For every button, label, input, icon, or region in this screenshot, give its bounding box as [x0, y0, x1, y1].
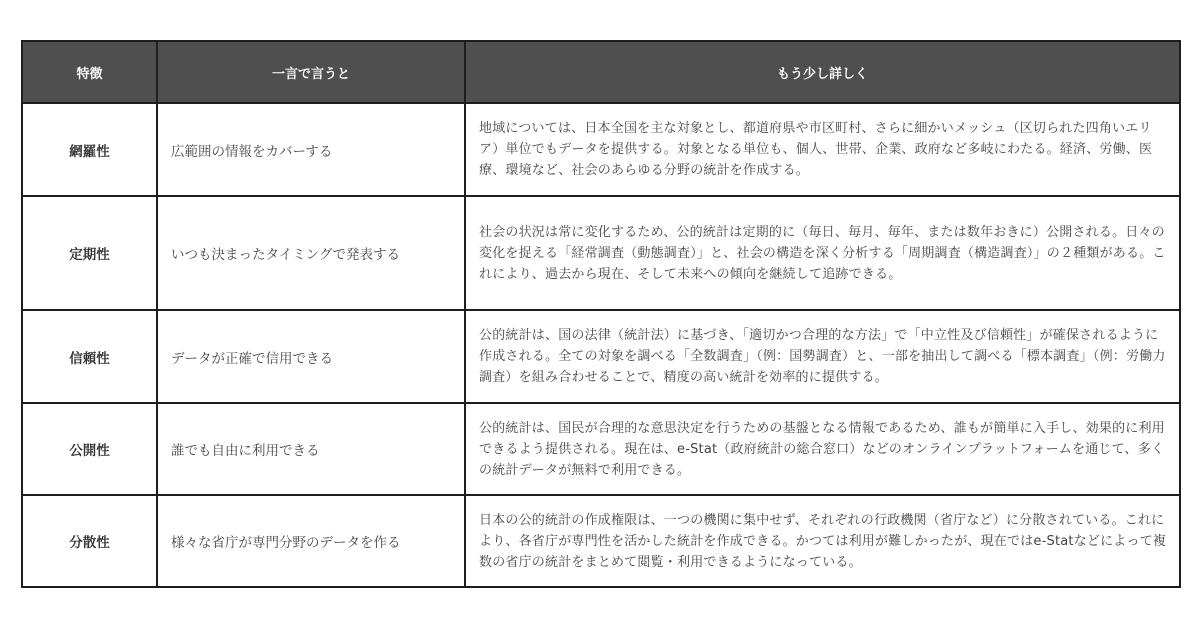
summary-cell: 誰でも自由に利用できる	[157, 403, 465, 495]
table-row	[22, 196, 1180, 310]
feature-cell: 信頼性	[22, 310, 157, 403]
detail-cell: 公的統計は、国民が合理的な意思決定を行うための基盤となる情報であるため、誰もが簡単に入手し、効果的に利用できるよう提供される。現在は、e-Stat（政府統計の総合窓口）などのオンラインプラットフォームを通じて、多くの統計データが無料で利用できる。	[465, 403, 1180, 495]
feature-cell: 分散性	[22, 495, 157, 587]
header-row	[22, 41, 1180, 103]
table-row	[22, 310, 1180, 403]
feature-cell: 定期性	[22, 196, 157, 310]
detail-cell: 地域については、日本全国を主な対象とし、都道府県や市区町村、さらに細かいメッシュ（区切られた四角いエリア）単位でもデータを提供する。対象となる単位も、個人、世帯、企業、政府など多岐にわたる。経済、労働、医療、環境など、社会のあらゆる分野の統計を作成する。	[465, 103, 1180, 196]
detail-cell: 社会の状況は常に変化するため、公的統計は定期的に（毎日、毎月、毎年、または数年おきに）公開される。日々の変化を捉える「経常調査（動態調査）」と、社会の構造を深く分析する「周期調査（構造調査）」の２種類がある。これにより、過去から現在、そして未来への傾向を継続して追跡できる。	[465, 196, 1180, 310]
table-row	[22, 495, 1180, 587]
table-body	[22, 103, 1180, 587]
detail-cell: 公的統計は、国の法律（統計法）に基づき、「適切かつ合理的な方法」で「中立性及び信頼性」が確保されるように作成される。全ての対象を調べる「全数調査」（例：国勢調査）と、一部を抽出して調べる「標本調査」（例：労働力調査）を組み合わせることで、精度の高い統計を効率的に提供する。	[465, 310, 1180, 403]
summary-cell: いつも決まったタイミングで発表する	[157, 196, 465, 310]
table-header	[22, 41, 1180, 103]
statistics-features-table-wrapper	[21, 40, 1179, 588]
table-row	[22, 403, 1180, 495]
statistics-features-table	[21, 40, 1181, 588]
summary-cell: データが正確で信用できる	[157, 310, 465, 403]
header-detail: もう少し詳しく	[465, 41, 1180, 103]
detail-cell: 日本の公的統計の作成権限は、一つの機関に集中せず、それぞれの行政機関（省庁など）に分散されている。これにより、各省庁が専門性を活かした統計を作成できる。かつては利用が難しかったが、現在ではe-Statなどによって複数の省庁の統計をまとめて閲覧・利用できるようになっている。	[465, 495, 1180, 587]
header-feature: 特徴	[22, 41, 157, 103]
table-row	[22, 103, 1180, 196]
summary-cell: 様々な省庁が専門分野のデータを作る	[157, 495, 465, 587]
summary-cell: 広範囲の情報をカバーする	[157, 103, 465, 196]
header-summary: 一言で言うと	[157, 41, 465, 103]
feature-cell: 網羅性	[22, 103, 157, 196]
feature-cell: 公開性	[22, 403, 157, 495]
